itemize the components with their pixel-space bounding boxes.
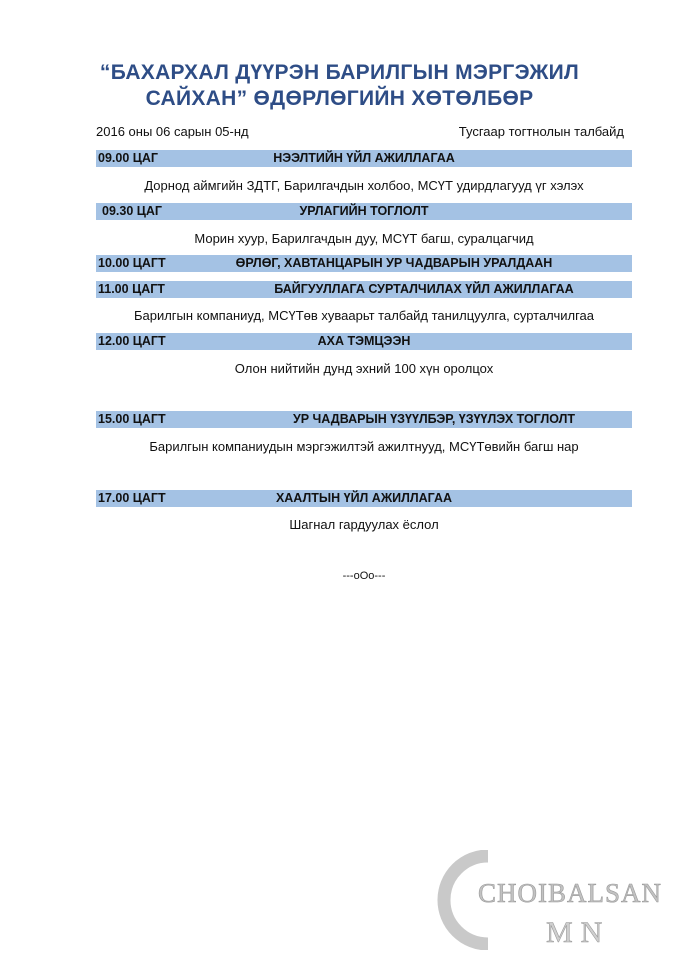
program-description: Барилгын компаниуд, МСҮТөв хуваарьт талбайд танилцуулга, сурталчилгаа	[133, 308, 595, 323]
program-item-header	[96, 490, 632, 507]
program-time: 09.00 ЦАГ	[98, 151, 158, 165]
watermark-text-bottom: MN	[546, 916, 611, 949]
watermark-text-top: CHOIBALSAN	[478, 878, 663, 908]
program-description: Морин хуур, Барилгачдын дуу, МСҮТ багш, суралцагчид	[194, 231, 534, 246]
program-activity: ӨРЛӨГ, ХАВТАНЦАРЫН УР ЧАДВАРЫН УРАЛДААН	[235, 256, 553, 270]
program-item-header	[96, 281, 632, 298]
event-place: Тусгаар тогтнолын талбайд	[458, 124, 624, 139]
program-item-header	[96, 255, 632, 272]
program-time: 17.00 ЦАГТ	[98, 491, 166, 505]
program-description: Барилгын компаниудын мэргэжилтэй ажилтнууд, МСҮТөвийн багш нар	[149, 439, 579, 454]
program-item-header	[96, 333, 632, 350]
program-title	[60, 60, 619, 112]
program-activity: НЭЭЛТИЙН ҮЙЛ АЖИЛЛАГАА	[273, 151, 455, 165]
program-time: 10.00 ЦАГТ	[98, 256, 166, 270]
program-activity: УР ЧАДВАРЫН ҮЗҮҮЛБЭР, ҮЗҮҮЛЭХ ТОГЛОЛТ	[292, 412, 576, 426]
program-description: Дорнод аймгийн ЗДТГ, Барилгачдын холбоо, МСҮТ удирдлагууд үг хэлэх	[144, 178, 584, 193]
program-time: 12.00 ЦАГТ	[98, 334, 166, 348]
program-description: Шагнал гардуулах ёслол	[289, 517, 439, 532]
program-description: Олон нийтийн дунд эхний 100 хүн оролцох	[234, 361, 494, 376]
event-date: 2016 оны 06 сарын 05-нд	[96, 124, 249, 139]
program-item-header	[96, 150, 632, 167]
program-item-header	[96, 411, 632, 428]
choibalsan-watermark-logo	[428, 850, 668, 950]
program-time: 11.00 ЦАГТ	[98, 282, 165, 296]
title-line-1: “БАХАРХАЛ ДҮҮРЭН БАРИЛГЫН МЭРГЭЖИЛ	[99, 61, 580, 84]
program-time: 09.30 ЦАГ	[102, 204, 162, 218]
program-activity: ХААЛТЫН ҮЙЛ АЖИЛЛАГАА	[275, 491, 453, 505]
program-time: 15.00 ЦАГТ	[98, 412, 166, 426]
program-activity: БАЙГУУЛЛАГА СУРТАЛЧИЛАХ ҮЙЛ АЖИЛЛАГАА	[274, 282, 574, 296]
closing-ornament: ---оОо---	[342, 570, 386, 582]
program-item-header	[96, 203, 632, 220]
title-line-2: САЙХАН” ӨДӨРЛӨГИЙН ХӨТӨЛБӨР	[145, 87, 534, 110]
program-activity: АХА ТЭМЦЭЭН	[317, 334, 411, 348]
date-place-line	[96, 124, 624, 140]
program-activity: УРЛАГИЙН ТОГЛОЛТ	[299, 204, 429, 218]
